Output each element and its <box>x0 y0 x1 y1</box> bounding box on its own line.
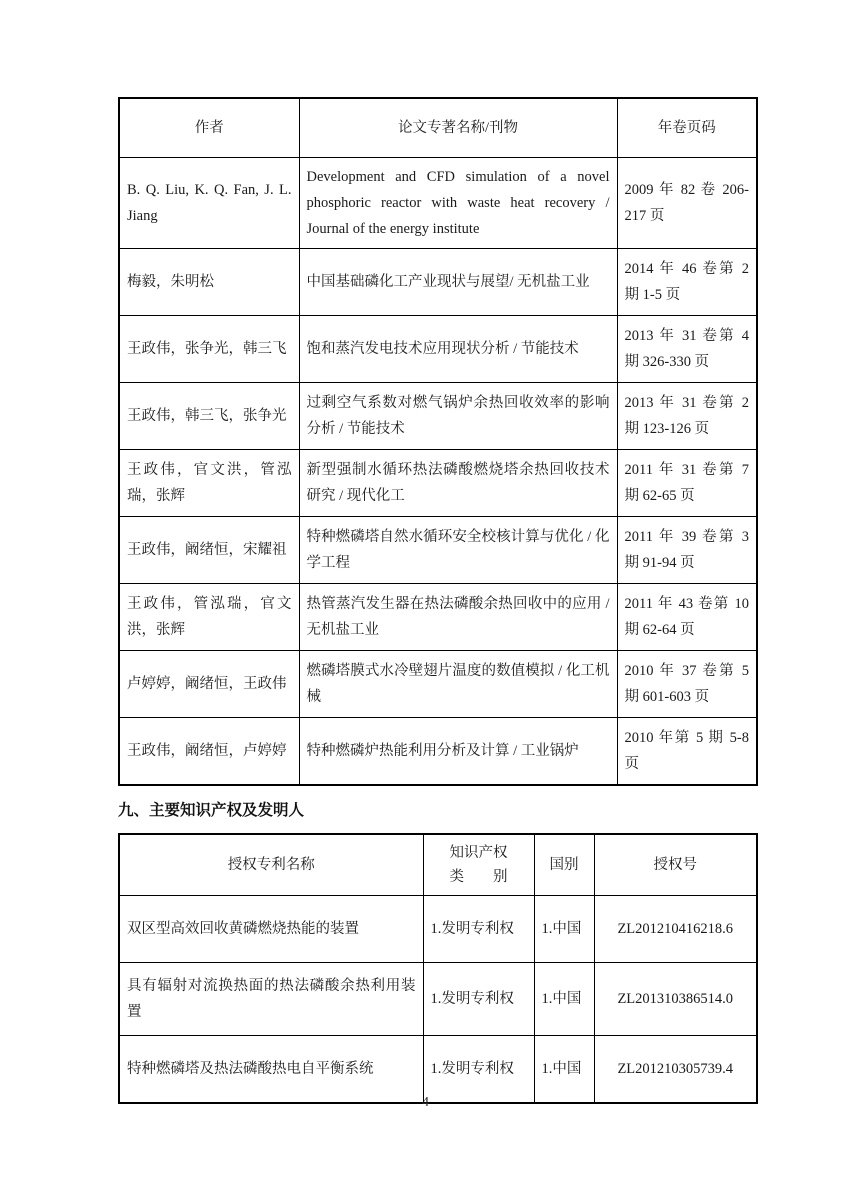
table-row <box>119 450 757 517</box>
publications-table <box>118 97 758 786</box>
table-row <box>119 584 757 651</box>
ref-cell: 2013 年 31 卷第 2 期 123-126 页 <box>617 383 757 450</box>
patents-header-category-line1: 知识产权 <box>449 845 508 861</box>
ref-cell: 2011 年 39 卷第 3 期 91-94 页 <box>617 517 757 584</box>
section-heading: 九、主要知识产权及发明人 <box>118 802 305 819</box>
patents-header-name: 授权专利名称 <box>119 834 423 896</box>
patent-name-cell: 双区型高效回收黄磷燃烧热能的装置 <box>119 896 423 963</box>
patent-category-cell: 1.发明专利权 <box>423 1036 534 1104</box>
patent-country-cell: 1.中国 <box>534 1036 594 1104</box>
authors-cell: 王政伟，阚绪恒，卢婷婷 <box>119 718 299 786</box>
authors-cell: 卢婷婷，阚绪恒，王政伟 <box>119 651 299 718</box>
title-cell: 燃磷塔膜式水冷壁翅片温度的数值模拟 / 化工机械 <box>299 651 617 718</box>
patents-header-row <box>119 834 757 896</box>
title-cell: 过剩空气系数对燃气锅炉余热回收效率的影响分析 / 节能技术 <box>299 383 617 450</box>
title-cell: 热管蒸汽发生器在热法磷酸余热回收中的应用 / 无机盐工业 <box>299 584 617 651</box>
publications-header-title: 论文专著名称/刊物 <box>299 98 617 158</box>
table-row <box>119 249 757 316</box>
ref-cell: 2011 年 43 卷第 10 期 62-64 页 <box>617 584 757 651</box>
table-row <box>119 718 757 786</box>
authors-cell: B. Q. Liu, K. Q. Fan, J. L. Jiang <box>119 158 299 249</box>
publications-header-ref: 年卷页码 <box>617 98 757 158</box>
patent-name-cell: 特种燃磷塔及热法磷酸热电自平衡系统 <box>119 1036 423 1104</box>
title-cell: 特种燃磷塔自然水循环安全校核计算与优化 / 化学工程 <box>299 517 617 584</box>
table-row <box>119 1036 757 1104</box>
patent-number-cell: ZL201210416218.6 <box>594 896 757 963</box>
table-row <box>119 963 757 1036</box>
patents-header-country: 国别 <box>534 834 594 896</box>
authors-cell: 王政伟，官文洪，管泓瑞，张辉 <box>119 450 299 517</box>
ref-cell: 2010 年 37 卷第 5 期 601-603 页 <box>617 651 757 718</box>
page-content <box>118 97 756 1104</box>
table-row <box>119 651 757 718</box>
ref-cell: 2009 年 82 卷 206-217 页 <box>617 158 757 249</box>
table-row <box>119 383 757 450</box>
publications-header-row <box>119 98 757 158</box>
authors-cell: 王政伟，张争光，韩三飞 <box>119 316 299 383</box>
authors-cell: 王政伟，韩三飞，张争光 <box>119 383 299 450</box>
authors-cell: 王政伟，阚绪恒，宋耀祖 <box>119 517 299 584</box>
title-cell: 饱和蒸汽发电技术应用现状分析 / 节能技术 <box>299 316 617 383</box>
table-row <box>119 158 757 249</box>
ref-cell: 2011 年 31 卷第 7 期 62-65 页 <box>617 450 757 517</box>
patent-country-cell: 1.中国 <box>534 896 594 963</box>
publications-header-authors: 作者 <box>119 98 299 158</box>
authors-cell: 王政伟，管泓瑞，官文洪，张辉 <box>119 584 299 651</box>
title-cell: Development and CFD simulation of a novel phosphoric reactor with waste heat recovery / Journal of the energy institute <box>299 158 617 249</box>
title-cell: 新型强制水循环热法磷酸燃烧塔余热回收技术研究 / 现代化工 <box>299 450 617 517</box>
page-number: 4 <box>422 1095 429 1110</box>
patents-header-category <box>423 834 534 896</box>
ref-cell: 2010 年第 5 期 5-8 页 <box>617 718 757 786</box>
patent-number-cell: ZL201210305739.4 <box>594 1036 757 1104</box>
title-cell: 中国基础磷化工产业现状与展望/ 无机盐工业 <box>299 249 617 316</box>
table-row <box>119 316 757 383</box>
patent-country-cell: 1.中国 <box>534 963 594 1036</box>
patents-header-category-line2: 类 别 <box>449 869 508 885</box>
ref-cell: 2013 年 31 卷第 4 期 326-330 页 <box>617 316 757 383</box>
authors-cell: 梅毅，朱明松 <box>119 249 299 316</box>
patents-table <box>118 833 758 1104</box>
patent-name-cell: 具有辐射对流换热面的热法磷酸余热利用装置 <box>119 963 423 1036</box>
ref-cell: 2014 年 46 卷第 2 期 1-5 页 <box>617 249 757 316</box>
table-row <box>119 517 757 584</box>
patent-category-cell: 1.发明专利权 <box>423 963 534 1036</box>
patent-category-cell: 1.发明专利权 <box>423 896 534 963</box>
table-row <box>119 896 757 963</box>
patents-header-number: 授权号 <box>594 834 757 896</box>
patent-number-cell: ZL201310386514.0 <box>594 963 757 1036</box>
title-cell: 特种燃磷炉热能利用分析及计算 / 工业锅炉 <box>299 718 617 786</box>
